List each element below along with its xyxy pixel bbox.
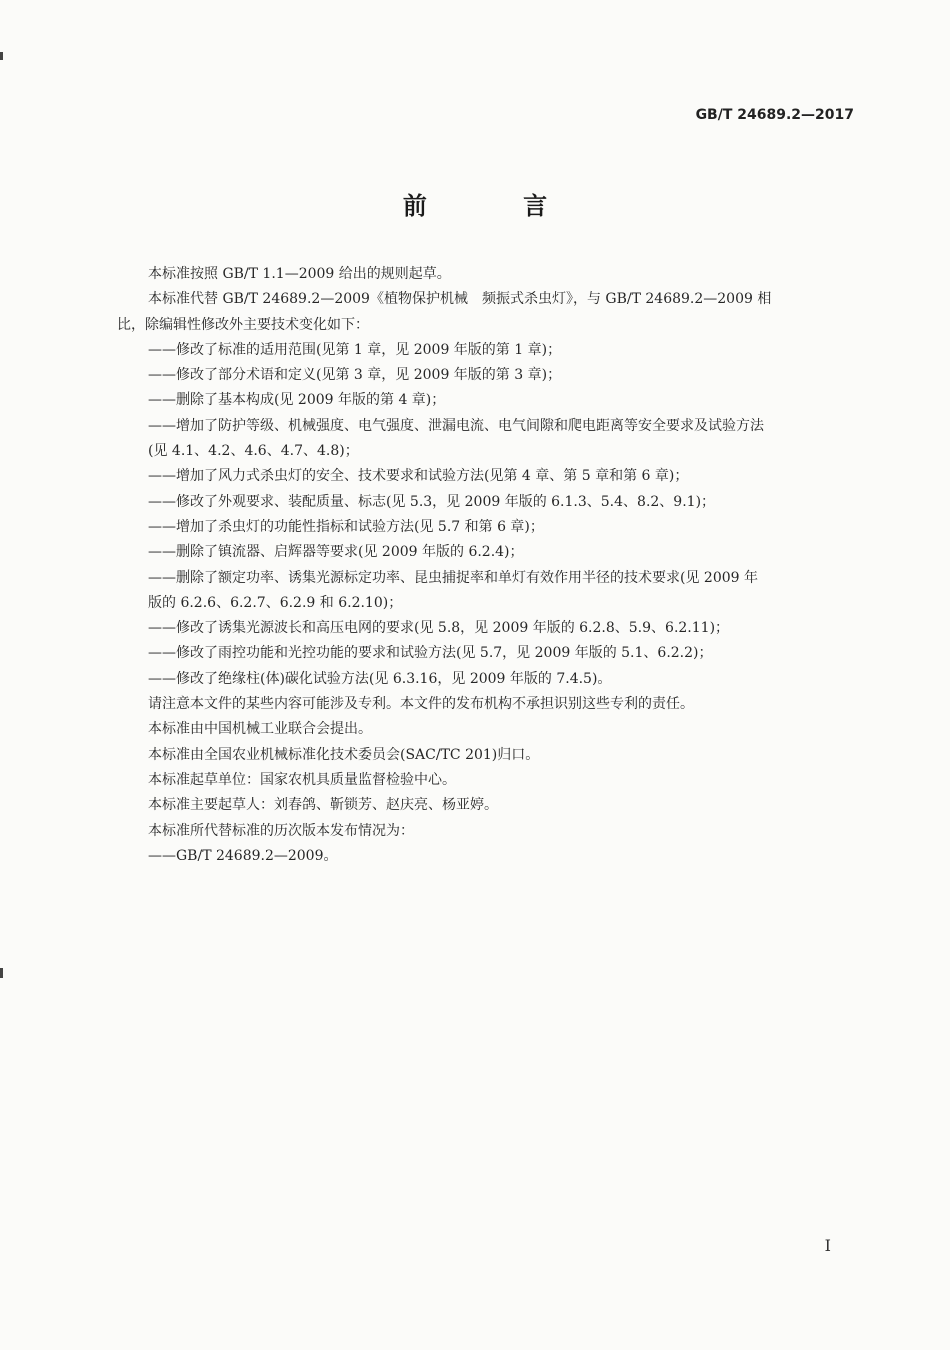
list-item: ——增加了防护等级、机械强度、电气强度、泄漏电流、电气间隙和爬电距离等安全要求及试验方法 — [148, 417, 764, 434]
list-item: ——GB/T 24689.2—2009。 — [148, 847, 338, 864]
paragraph: 本标准由全国农业机械标准化技术委员会(SAC/TC 201)归口。 — [148, 746, 540, 763]
list-item: ——修改了部分术语和定义(见第 3 章，见 2009 年版的第 3 章)； — [148, 367, 562, 384]
paragraph: 本标准由中国机械工业联合会提出。 — [148, 721, 372, 738]
list-item: ——删除了额定功率、诱集光源标定功率、昆虫捕捉率和单灯有效作用半径的技术要求(见 2009 年 — [148, 569, 758, 586]
paragraph: 本标准按照 GB/T 1.1—2009 给出的规则起草。 — [148, 266, 451, 282]
page-title: 前 言 — [402, 192, 592, 220]
list-item: ——修改了雨控功能和光控功能的要求和试验方法(见 5.7，见 2009 年版的 5.1、6.2.2)； — [148, 645, 713, 662]
list-item: ——增加了风力式杀虫灯的安全、技术要求和试验方法(见第 4 章、第 5 章和第 6 章)； — [148, 468, 689, 485]
list-item: ——修改了绝缘柱(体)碳化试验方法(见 6.3.16，见 2009 年版的 7.4.5)。 — [148, 670, 612, 687]
paragraph: 本标准所代替标准的历次版本发布情况为： — [148, 822, 414, 839]
scan-edge-mark — [0, 52, 3, 60]
foreword-body — [117, 262, 855, 869]
scan-edge-mark — [0, 968, 3, 978]
standard-code: GB/T 24689.2—2017 — [695, 107, 854, 123]
list-item: ——删除了基本构成(见 2009 年版的第 4 章)； — [148, 392, 446, 409]
list-item: ——增加了杀虫灯的功能性指标和试验方法(见 5.7 和第 6 章)； — [148, 518, 544, 535]
list-item: ——修改了标准的适用范围(见第 1 章，见 2009 年版的第 1 章)； — [148, 341, 562, 358]
paragraph: 本标准代替 GB/T 24689.2—2009《植物保护机械 频振式杀虫灯》，与 GB/T 24689.2—2009 相 — [148, 291, 772, 308]
list-item-continuation: (见 4.1、4.2、4.6、4.7、4.8)； — [148, 443, 359, 460]
paragraph: 本标准主要起草人：刘春鸽、靳锁芳、赵庆亮、杨亚婷。 — [148, 797, 498, 814]
list-item: ——修改了诱集光源波长和高压电网的要求(见 5.8，见 2009 年版的 6.2.8、5.9、6.2.11)； — [148, 620, 730, 637]
page-number: I — [824, 1236, 831, 1255]
list-item: ——修改了外观要求、装配质量、标志(见 5.3，见 2009 年版的 6.1.3、5.4、8.2、9.1)； — [148, 493, 716, 510]
paragraph: 本标准起草单位：国家农机具质量监督检验中心。 — [148, 771, 456, 788]
paragraph: 比，除编辑性修改外主要技术变化如下： — [117, 316, 369, 333]
list-item: ——删除了镇流器、启辉器等要求(见 2009 年版的 6.2.4)； — [148, 544, 524, 561]
paragraph: 请注意本文件的某些内容可能涉及专利。本文件的发布机构不承担识别这些专利的责任。 — [148, 696, 694, 713]
list-item-continuation: 版的 6.2.6、6.2.7、6.2.9 和 6.2.10)； — [148, 594, 403, 611]
